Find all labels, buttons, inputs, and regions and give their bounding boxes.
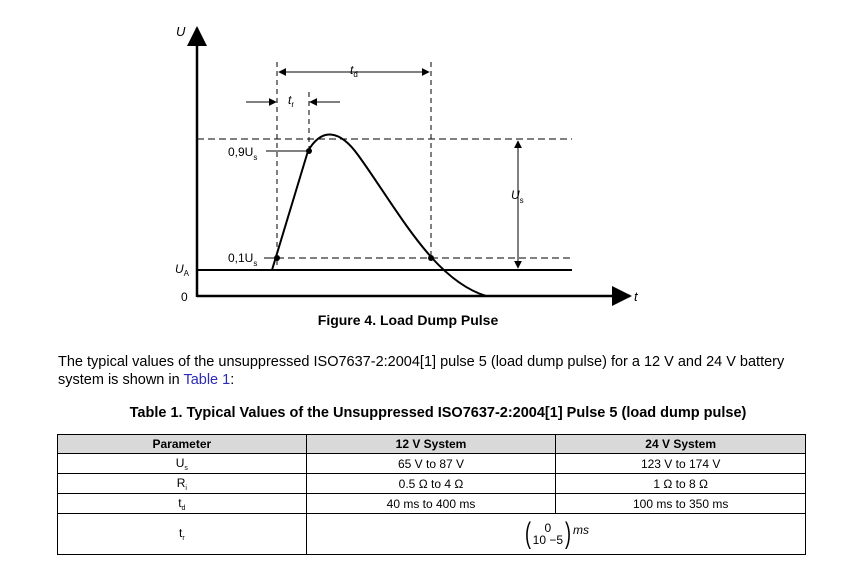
paragraph-text: The typical values of the unsuppressed ISO7637-2:2004[1] pulse 5 (load dump pulse) for a 12 V and 24 V battery system is shown in bbox=[58, 354, 785, 388]
value-12v: 40 ms to 400 ms bbox=[306, 494, 556, 514]
header-24v: 24 V System bbox=[556, 435, 806, 454]
paren-left: ( bbox=[524, 517, 531, 550]
label-01us: $0,1U_s$ bbox=[228, 251, 258, 268]
formula-unit: ms bbox=[573, 523, 590, 537]
header-parameter: Parameter bbox=[58, 435, 307, 454]
point-01us-fall bbox=[428, 255, 434, 261]
values-table bbox=[57, 434, 806, 555]
table-row bbox=[58, 454, 806, 474]
param-cell: $R_i$ bbox=[58, 474, 307, 494]
table-row bbox=[58, 514, 806, 555]
value-12v: 65 V to 87 V bbox=[306, 454, 556, 474]
body-paragraph bbox=[58, 353, 818, 389]
td-label: $t_d$ bbox=[350, 63, 358, 79]
label-09us: $0,9U_s$ bbox=[228, 145, 258, 162]
ua-label: $U_A$ bbox=[175, 262, 190, 278]
formula-bottom: 10 −5 bbox=[532, 533, 564, 547]
param-cell: $t_r$ bbox=[58, 514, 307, 555]
tr-label: $t_r$ bbox=[288, 93, 295, 109]
value-24v: 100 ms to 350 ms bbox=[556, 494, 806, 514]
paren-right: ) bbox=[565, 517, 572, 550]
tr-formula-cell bbox=[306, 514, 805, 555]
value-24v: 1 Ω to 8 Ω bbox=[556, 474, 806, 494]
tr-formula bbox=[523, 519, 589, 549]
param-cell: $t_d$ bbox=[58, 494, 307, 514]
table-title: Table 1. Typical Values of the Unsuppressed ISO7637-2:2004[1] Pulse 5 (load dump pulse) bbox=[129, 405, 747, 421]
table-header-row bbox=[58, 435, 806, 454]
y-axis-label: U bbox=[176, 24, 186, 39]
value-24v: 123 V to 174 V bbox=[556, 454, 806, 474]
value-12v: 0.5 Ω to 4 Ω bbox=[306, 474, 556, 494]
formula-top: 0 bbox=[544, 521, 552, 535]
zero-label: 0 bbox=[181, 290, 188, 304]
table-1-link[interactable]: Table 1 bbox=[183, 372, 231, 388]
point-01us-rise bbox=[274, 255, 280, 261]
paragraph-text-end: : bbox=[230, 372, 235, 388]
param-cell: $U_s$ bbox=[58, 454, 307, 474]
us-label: $U_s$ bbox=[511, 188, 524, 205]
figure-caption: Figure 4. Load Dump Pulse bbox=[317, 312, 499, 328]
point-09us bbox=[306, 148, 312, 154]
table-row bbox=[58, 494, 806, 514]
x-axis-label: t bbox=[634, 289, 638, 304]
table-row bbox=[58, 474, 806, 494]
header-12v: 12 V System bbox=[306, 435, 556, 454]
formula-stack bbox=[533, 522, 563, 546]
